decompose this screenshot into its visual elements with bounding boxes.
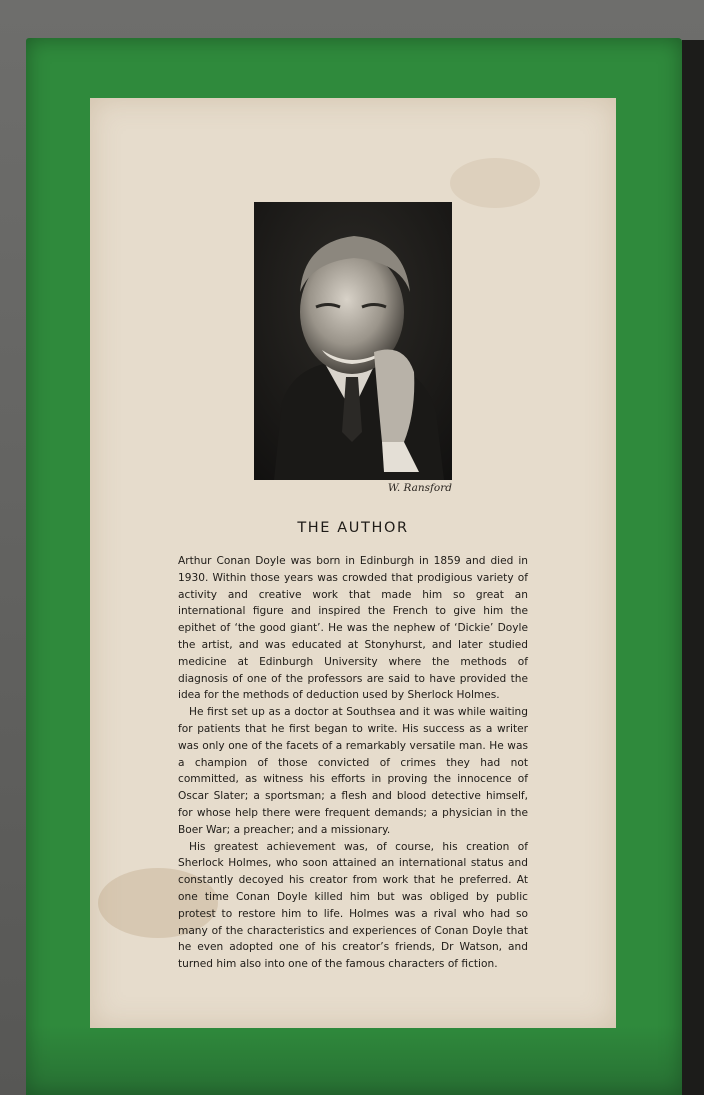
bio-paragraph: Arthur Conan Doyle was born in Edinburgh in 1859 and died in 1930. Within those years was crowded that prodigious variety of activity and creative work that made him so great an international figure and inspired the French to give him the epithet of ‘the good giant’. He was the nephew of ‘Dickie’ Doyle the artist, and was educated at Stonyhurst, and later studied medicine at Edinburgh University where the methods of diagnosis of one of the professors are said to have provided the idea for the methods of deduction used by Sherlock Holmes.	[178, 555, 528, 702]
spine-shadow	[682, 40, 704, 1095]
photo-credit: W. Ransford	[387, 482, 452, 494]
author-biography	[178, 553, 528, 973]
book-back-cover	[26, 38, 682, 1095]
author-portrait	[254, 202, 452, 480]
paper-stain	[450, 158, 540, 208]
bio-paragraph: He first set up as a doctor at Southsea and it was while waiting for patients that he first began to write. His success as a writer was only one of the facets of a remarkably versatile man. He was a champion of those convicted of crimes they had not committed, as witness his efforts in proving the innocence of Oscar Slater; a sportsman; a flesh and blood detective himself, for whose help there were frequent demands; a physician in the Boer War; a preacher; and a missionary.	[178, 706, 528, 836]
bio-paragraph: His greatest achievement was, of course, his creation of Sherlock Holmes, who soon attained an international status and constantly decoyed his creator from work that he preferred. At one time Conan Doyle killed him but was obliged by public protest to restore him to life. Holmes was a rival who had so many of the characteristics and experiences of Conan Doyle that he even adopted one of his creator’s friends, Dr Watson, and turned him also into one of the famous characters of fiction.	[178, 840, 528, 971]
section-heading: THE AUTHOR	[297, 520, 409, 536]
cover-wear	[26, 1025, 682, 1095]
text-panel	[90, 98, 616, 1028]
